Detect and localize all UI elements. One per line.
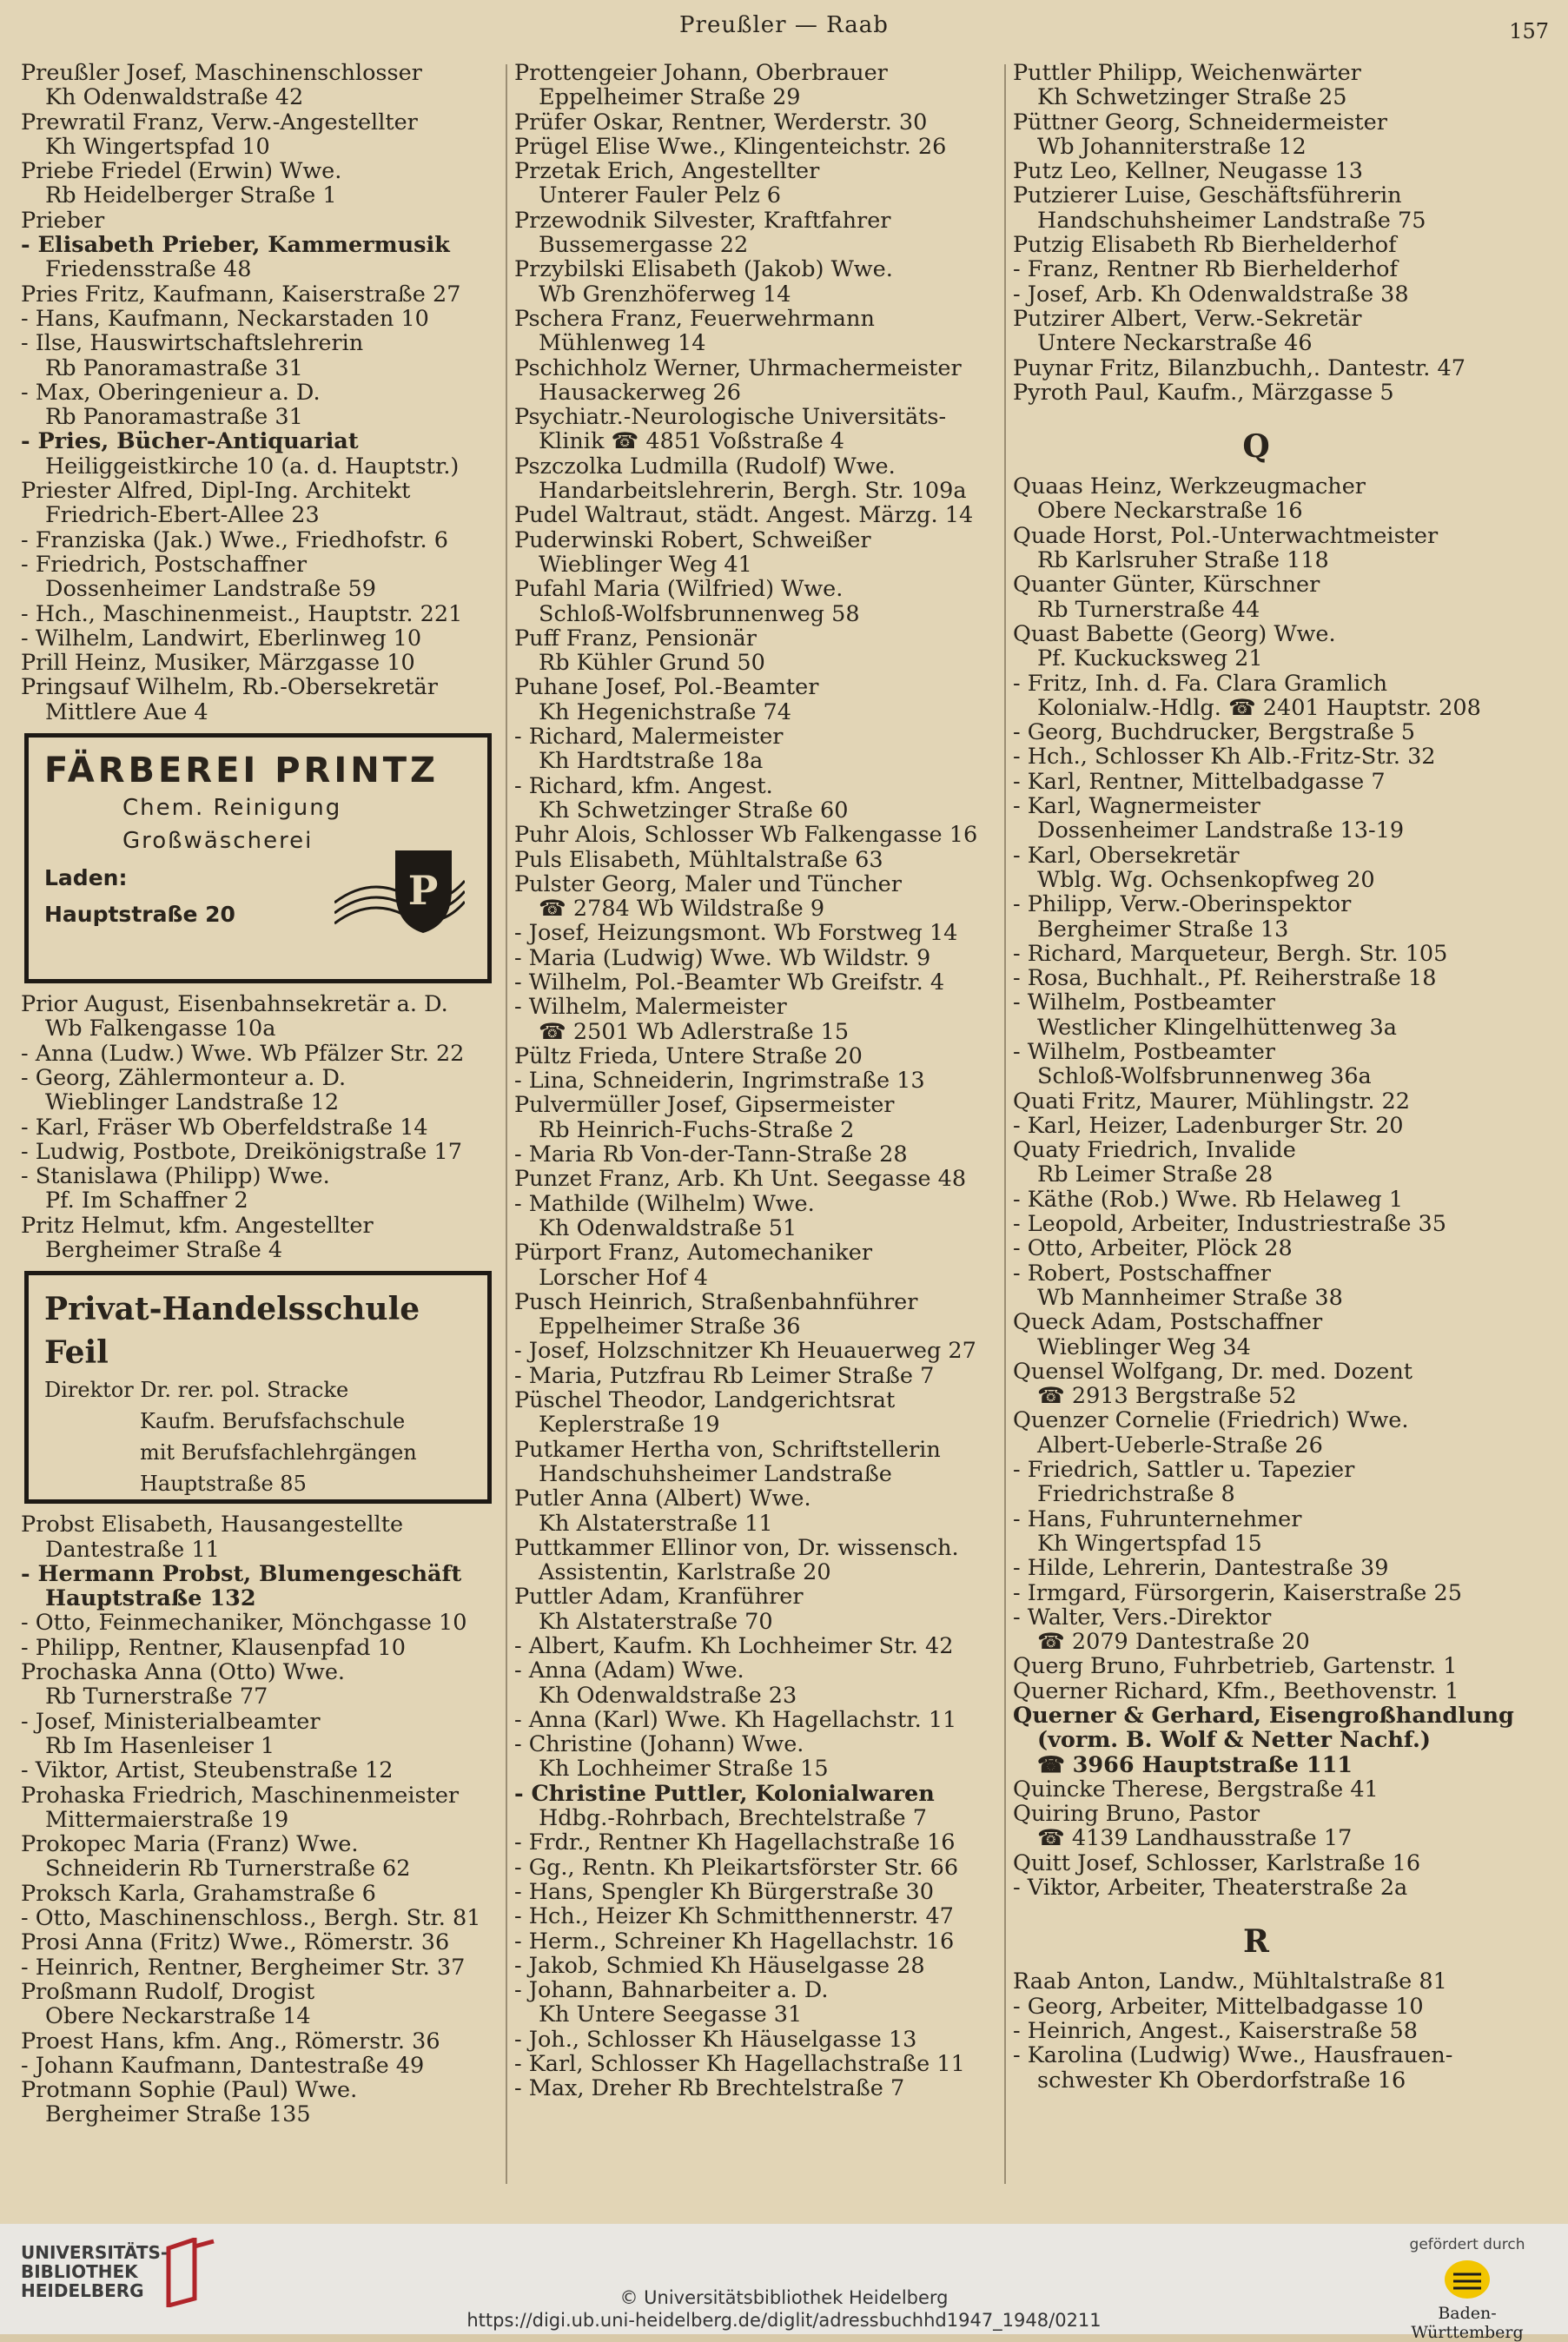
directory-entry: - Karl, Schlosser Kh Hagellachstraße 11 [514, 2051, 965, 2078]
entry-continuation: Kh Schwetzinger Straße 60 [539, 797, 849, 824]
entry-continuation: Bergheimer Straße 4 [45, 1236, 283, 1263]
directory-entry: - Anna (Karl) Wwe. Kh Hagellachstr. 11 [514, 1706, 957, 1733]
directory-entry: Przybilski Elisabeth (Jakob) Wwe. [514, 256, 893, 283]
funder-name: Baden-Württemberg [1411, 2304, 1524, 2342]
directory-entry: - Robert, Postschaffner [1013, 1260, 1271, 1287]
entry-continuation: Mittermaierstraße 19 [45, 1806, 289, 1833]
directory-entry: - Mathilde (Wilhelm) Wwe. [514, 1190, 815, 1217]
column-3 [1013, 60, 1514, 2094]
directory-entry: - Karolina (Ludwig) Wwe., Hausfrauen- [1013, 2042, 1453, 2069]
column-1 [21, 61, 497, 2127]
directory-entry: Przetak Erich, Angestellter [514, 158, 820, 185]
directory-entry: - Stanislawa (Philipp) Wwe. [21, 1163, 330, 1190]
ad-line: Großwäscherei [122, 828, 314, 855]
directory-entry: Puff Franz, Pensionär [514, 625, 757, 652]
directory-entry: - Otto, Maschinenschloss., Bergh. Str. 81 [21, 1905, 481, 1932]
entry-continuation: Wb Johanniterstraße 12 [1037, 133, 1307, 160]
directory-entry: - Christine (Johann) Wwe. [514, 1731, 804, 1758]
directory-entry: Pufahl Maria (Wilfried) Wwe. [514, 576, 844, 603]
entry-continuation: Wb Falkengasse 10a [45, 1016, 276, 1042]
directory-entry: Preußler Josef, Maschinenschlosser [21, 60, 422, 86]
directory-entry: - Elisabeth Prieber, Kammermusik [21, 232, 450, 259]
entry-continuation: Handschuhsheimer Landstraße [539, 1460, 892, 1487]
directory-entry: Proest Hans, kfm. Ang., Römerstr. 36 [21, 2028, 440, 2054]
directory-entry: - Johann, Bahnarbeiter a. D. [514, 1977, 829, 2004]
entry-continuation: Rb Heidelberger Straße 1 [45, 182, 337, 209]
directory-entry: - Gg., Rentn. Kh Pleikartsförster Str. 66 [514, 1854, 959, 1881]
directory-entry: Quenzer Cornelie (Friedrich) Wwe. [1013, 1407, 1409, 1434]
directory-entry: - Hilde, Lehrerin, Dantestraße 39 [1013, 1555, 1389, 1582]
directory-entry: - Rosa, Buchhalt., Pf. Reiherstraße 18 [1013, 965, 1437, 992]
advertisement-printz [24, 733, 492, 983]
entry-continuation: Dossenheimer Landstraße 59 [45, 576, 377, 603]
directory-entry: - Karl, Wagnermeister [1013, 793, 1260, 820]
directory-entry: Pritz Helmut, kfm. Angestellter [21, 1212, 374, 1239]
directory-entry: - Georg, Buchdrucker, Bergstraße 5 [1013, 719, 1416, 746]
directory-entry: Pszczolka Ludmilla (Rudolf) Wwe. [514, 453, 896, 480]
state-crest-icon [1443, 2259, 1492, 2300]
directory-entry: Probst Elisabeth, Hausangestellte [21, 1512, 404, 1538]
section-letter: Q [1242, 428, 1270, 466]
directory-entry: - Friedrich, Postschaffner [21, 551, 308, 578]
directory-entry: Priester Alfred, Dipl-Ing. Architekt [21, 478, 411, 505]
directory-entry: Psychiatr.-Neurologische Universitäts- [514, 404, 947, 431]
directory-entry: Proksch Karla, Grahamstraße 6 [21, 1880, 376, 1907]
entry-continuation: Wblg. Wg. Ochsenkopfweg 20 [1037, 866, 1375, 893]
directory-entry: - Richard, Malermeister [514, 724, 784, 751]
entry-continuation: Wieblinger Landstraße 12 [45, 1089, 340, 1116]
directory-entry: - Anna (Adam) Wwe. [514, 1657, 744, 1684]
page-number: 157 [1509, 19, 1549, 43]
entry-continuation: Pf. Kuckucksweg 21 [1037, 645, 1263, 672]
directory-entry: - Maria (Ludwig) Wwe. Wb Wildstr. 9 [514, 944, 931, 971]
footer-credits [0, 2286, 1568, 2332]
entry-continuation: Assistentin, Karlstraße 20 [539, 1559, 831, 1586]
entry-continuation: Kh Alstaterstraße 70 [539, 1608, 773, 1635]
entry-continuation: Westlicher Klingelhüttenweg 3a [1037, 1014, 1397, 1041]
directory-entry: - Josef, Arb. Kh Odenwaldstraße 38 [1013, 281, 1409, 308]
directory-entry: Protmann Sophie (Paul) Wwe. [21, 2077, 358, 2104]
directory-entry: Pschichholz Werner, Uhrmachermeister [514, 354, 962, 381]
directory-entry: Putzirer Albert, Verw.-Sekretär [1013, 305, 1362, 332]
entry-continuation: Schloß-Wolfsbrunnenweg 58 [539, 600, 860, 627]
directory-entry: - Joh., Schlosser Kh Häuselgasse 13 [514, 2026, 917, 2053]
entry-continuation: Kh Wingertspfad 10 [45, 133, 270, 160]
directory-entry: - Richard, kfm. Angest. [514, 772, 773, 799]
ad-label: Laden: [44, 865, 128, 891]
entry-continuation: ☎ 2079 Dantestraße 20 [1037, 1629, 1310, 1656]
directory-entry: Pültz Frieda, Untere Straße 20 [514, 1042, 863, 1069]
directory-entry: - Jakob, Schmied Kh Häuselgasse 28 [514, 1952, 925, 1979]
copyright: © Universitätsbibliothek Heidelberg [619, 2287, 949, 2308]
directory-entry: - Friedrich, Sattler u. Tapezier [1013, 1457, 1355, 1484]
directory-entry: - Philipp, Verw.-Oberinspektor [1013, 891, 1352, 918]
ad-line: Kaufm. Berufsfachschule [140, 1409, 406, 1434]
directory-entry: - Herm., Schreiner Kh Hagellachstr. 16 [514, 1928, 955, 1955]
entry-continuation: Eppelheimer Straße 29 [539, 84, 801, 111]
entry-continuation: Pf. Im Schaffner 2 [45, 1188, 248, 1214]
entry-continuation: Friedensstraße 48 [45, 256, 252, 283]
directory-entry: - Max, Oberingenieur a. D. [21, 379, 321, 406]
directory-entry: Quincke Therese, Bergstraße 41 [1013, 1776, 1379, 1803]
directory-entry: Quanter Günter, Kürschner [1013, 572, 1320, 599]
entry-continuation: Rb Turnerstraße 77 [45, 1684, 268, 1710]
directory-entry: - Hch., Heizer Kh Schmitthennerstr. 47 [514, 1903, 954, 1930]
directory-entry: - Maria Rb Von-der-Tann-Straße 28 [514, 1141, 908, 1168]
entry-continuation: ☎ 2501 Wb Adlerstraße 15 [539, 1018, 850, 1045]
entry-continuation: Rb Leimer Straße 28 [1037, 1161, 1274, 1188]
directory-entry: - Franz, Rentner Rb Bierhelderhof [1013, 256, 1398, 283]
entry-continuation: Handschuhsheimer Landstraße 75 [1037, 207, 1426, 234]
directory-entry: - Otto, Arbeiter, Plöck 28 [1013, 1235, 1293, 1262]
entry-continuation: Klinik ☎ 4851 Voßstraße 4 [539, 428, 845, 455]
ad-address: Hauptstraße 20 [44, 902, 235, 928]
entry-continuation: Rb Turnerstraße 44 [1037, 596, 1260, 623]
entry-continuation: Rb Im Hasenleiser 1 [45, 1732, 275, 1759]
ad-line: Chem. Reinigung [122, 795, 342, 822]
directory-entry: - Fritz, Inh. d. Fa. Clara Gramlich [1013, 670, 1388, 697]
library-name-line: BIBLIOTHEK [21, 2261, 138, 2282]
entry-continuation: (vorm. B. Wolf & Netter Nachf.) [1037, 1727, 1431, 1754]
source-url[interactable]: https://digi.ub.uni-heidelberg.de/diglit/adressbuchhd1947_1948/0211 [466, 2310, 1102, 2331]
directory-entry: Prewratil Franz, Verw.-Angestellter [21, 109, 418, 136]
entry-continuation: Wieblinger Weg 34 [1037, 1333, 1251, 1360]
directory-entry: - Wilhelm, Postbeamter [1013, 1038, 1275, 1065]
directory-entry: - Karl, Rentner, Mittelbadgasse 7 [1013, 768, 1386, 795]
funding-note [1389, 2236, 1545, 2342]
directory-entry: Prügel Elise Wwe., Klingenteichstr. 26 [514, 133, 947, 160]
entry-continuation: Albert-Ueberle-Straße 26 [1037, 1432, 1323, 1459]
directory-entry: Pulster Georg, Maler und Tüncher [514, 870, 902, 897]
directory-entry: - Josef, Ministerialbeamter [21, 1708, 321, 1735]
directory-entry: Querner & Gerhard, Eisengroßhandlung [1013, 1703, 1514, 1729]
directory-entry: - Albert, Kaufm. Kh Lochheimer Str. 42 [514, 1633, 954, 1659]
directory-entry: Putzig Elisabeth Rb Bierhelderhof [1013, 232, 1397, 259]
entry-continuation: Hausackerweg 26 [539, 379, 741, 406]
directory-entry: Puttler Philipp, Weichenwärter [1013, 60, 1361, 86]
entry-continuation: Kh Schwetzinger Straße 25 [1037, 84, 1347, 111]
entry-continuation: Kh Untere Seegasse 31 [539, 2001, 803, 2028]
directory-entry: Prottengeier Johann, Oberbrauer [514, 60, 888, 86]
directory-entry: Puttkammer Ellinor von, Dr. wissensch. [514, 1534, 959, 1561]
entry-continuation: Schneiderin Rb Turnerstraße 62 [45, 1856, 411, 1882]
directory-entry: - Hans, Kaufmann, Neckarstaden 10 [21, 305, 429, 332]
entry-continuation: Kh Odenwaldstraße 42 [45, 84, 304, 111]
directory-entry: Queck Adam, Postschaffner [1013, 1309, 1323, 1336]
entry-continuation: Kh Lochheimer Straße 15 [539, 1756, 829, 1783]
directory-entry: Puderwinski Robert, Schweißer [514, 526, 871, 553]
directory-entry: Querg Bruno, Fuhrbetrieb, Gartenstr. 1 [1013, 1653, 1458, 1680]
directory-entry: Pusch Heinrich, Straßenbahnführer [514, 1288, 918, 1315]
directory-entry: Pulvermüller Josef, Gipsermeister [514, 1092, 895, 1119]
directory-entry: - Christine Puttler, Kolonialwaren [514, 1780, 935, 1807]
directory-entry: Puhane Josef, Pol.-Beamter [514, 674, 819, 701]
directory-entry: - Franziska (Jak.) Wwe., Friedhofstr. 6 [21, 526, 448, 553]
entry-continuation: Obere Neckarstraße 14 [45, 2003, 311, 2030]
directory-entry: Querner Richard, Kfm., Beethovenstr. 1 [1013, 1677, 1459, 1704]
directory-entry: - Josef, Heizungsmont. Wb Forstweg 14 [514, 920, 958, 947]
directory-entry: - Frdr., Rentner Kh Hagellachstraße 16 [514, 1829, 956, 1856]
entry-continuation: Bergheimer Straße 135 [45, 2101, 311, 2128]
directory-entry: - Ilse, Hauswirtschaftslehrerin [21, 330, 364, 357]
entry-continuation: Kh Hegenichstraße 74 [539, 698, 792, 725]
directory-entry: - Hch., Maschinenmeist., Hauptstr. 221 [21, 600, 463, 627]
directory-entry: - Viktor, Arbeiter, Theaterstraße 2a [1013, 1875, 1408, 1902]
directory-entry: Pyroth Paul, Kaufm., Märzgasse 5 [1013, 379, 1394, 406]
directory-entry: Pringsauf Wilhelm, Rb.-Obersekretär [21, 674, 438, 701]
directory-entry: Quade Horst, Pol.-Unterwachtmeister [1013, 522, 1439, 549]
directory-entry: - Johann Kaufmann, Dantestraße 49 [21, 2052, 425, 2079]
directory-entry: Puls Elisabeth, Mühltalstraße 63 [514, 846, 883, 873]
entry-continuation: ☎ 2784 Wb Wildstraße 9 [539, 896, 825, 923]
entry-continuation: Lorscher Hof 4 [539, 1264, 709, 1291]
library-name-line: UNIVERSITÄTS- [21, 2242, 169, 2263]
column-rule [506, 64, 507, 2184]
directory-entry: - Ludwig, Postbote, Dreikönigstraße 17 [21, 1138, 462, 1165]
entry-continuation: Keplerstraße 19 [539, 1412, 720, 1439]
entry-continuation: Mittlere Aue 4 [45, 698, 208, 725]
entry-continuation: Bussemergasse 22 [539, 232, 749, 259]
entry-continuation: ☎ 4139 Landhausstraße 17 [1037, 1825, 1353, 1852]
entry-continuation: Kh Alstaterstraße 11 [539, 1510, 773, 1537]
directory-entry: - Hans, Spengler Kh Bürgerstraße 30 [514, 1878, 934, 1905]
directory-entry: - Pries, Bücher-Antiquariat [21, 428, 359, 455]
directory-entry: Prill Heinz, Musiker, Märzgasse 10 [21, 650, 415, 677]
directory-entry: Punzet Franz, Arb. Kh Unt. Seegasse 48 [514, 1166, 967, 1193]
entry-continuation: Handarbeitslehrerin, Bergh. Str. 109a [539, 478, 967, 505]
entry-continuation: Rb Panoramastraße 31 [45, 404, 303, 431]
directory-entry: - Käthe (Rob.) Wwe. Rb Helaweg 1 [1013, 1186, 1404, 1213]
entry-continuation: Kolonialw.-Hdlg. ☎ 2401 Hauptstr. 208 [1037, 694, 1481, 721]
directory-entry: - Georg, Arbeiter, Mittelbadgasse 10 [1013, 1993, 1424, 2020]
footer [0, 2224, 1568, 2342]
entry-continuation: Bergheimer Straße 13 [1037, 916, 1289, 943]
directory-entry: Puhr Alois, Schlosser Wb Falkengasse 16 [514, 822, 978, 849]
directory-entry: - Viktor, Artist, Steubenstraße 12 [21, 1757, 394, 1784]
directory-entry: - Lina, Schneiderin, Ingrimstraße 13 [514, 1068, 925, 1095]
ad-title: FÄRBEREI PRINTZ [44, 751, 440, 791]
entry-continuation: Friedrich-Ebert-Allee 23 [45, 502, 320, 529]
directory-entry: - Philipp, Rentner, Klausenpfad 10 [21, 1634, 406, 1661]
directory-entry: Prior August, Eisenbahnsekretär a. D. [21, 991, 448, 1018]
entry-continuation: Wb Grenzhöferweg 14 [539, 281, 791, 308]
entry-continuation: Kh Hardtstraße 18a [539, 748, 764, 775]
directory-entry: - Max, Dreher Rb Brechtelstraße 7 [514, 2075, 905, 2102]
directory-entry: Puttler Adam, Kranführer [514, 1584, 804, 1611]
entry-continuation: Rb Karlsruher Straße 118 [1037, 547, 1329, 574]
directory-entry: - Richard, Marqueteur, Bergh. Str. 105 [1013, 940, 1448, 967]
entry-continuation: Wb Mannheimer Straße 38 [1037, 1284, 1343, 1311]
directory-entry: Prohaska Friedrich, Maschinenmeister [21, 1782, 460, 1809]
directory-entry: Püschel Theodor, Landgerichtsrat [514, 1387, 896, 1414]
directory-entry: Raab Anton, Landw., Mühltalstraße 81 [1013, 1968, 1447, 1995]
directory-entry: - Walter, Vers.-Direktor [1013, 1604, 1272, 1631]
directory-entry: Putkamer Hertha von, Schriftstellerin [514, 1436, 941, 1463]
directory-entry: Pries Fritz, Kaufmann, Kaiserstraße 27 [21, 281, 461, 308]
directory-entry: - Leopold, Arbeiter, Industriestraße 35 [1013, 1211, 1446, 1238]
advertisement-feil [24, 1271, 492, 1504]
directory-entry: Prieber [21, 207, 105, 234]
directory-entry: Quaty Friedrich, Invalide [1013, 1137, 1296, 1164]
directory-entry: Putler Anna (Albert) Wwe. [514, 1485, 811, 1512]
directory-entry: Pürport Franz, Automechaniker [514, 1240, 873, 1267]
column-rule [1004, 64, 1006, 2184]
directory-entry: Pschera Franz, Feuerwehrmann [514, 305, 875, 332]
directory-entry: Priebe Friedel (Erwin) Wwe. [21, 158, 342, 185]
running-head: Preußler — Raab [679, 12, 889, 38]
directory-entry: - Wilhelm, Pol.-Beamter Wb Greifstr. 4 [514, 969, 945, 996]
directory-entry: Quiring Bruno, Pastor [1013, 1801, 1260, 1828]
directory-entry: Quast Babette (Georg) Wwe. [1013, 620, 1336, 647]
printz-shield-logo [334, 842, 465, 937]
directory-entry: - Otto, Feinmechaniker, Mönchgasse 10 [21, 1610, 467, 1637]
directory-entry: Püttner Georg, Schneidermeister [1013, 109, 1387, 136]
directory-entry: Putz Leo, Kellner, Neugasse 13 [1013, 158, 1364, 185]
entry-continuation: Mühlenweg 14 [539, 330, 706, 357]
directory-entry: - Hans, Fuhrunternehmer [1013, 1505, 1302, 1532]
entry-continuation: ☎ 3966 Hauptstraße 111 [1037, 1751, 1353, 1778]
entry-continuation: Kh Odenwaldstraße 23 [539, 1682, 797, 1709]
directory-entry: - Josef, Holzschnitzer Kh Heuauerweg 27 [514, 1338, 976, 1365]
directory-entry: - Heinrich, Rentner, Bergheimer Str. 37 [21, 1954, 466, 1981]
directory-entry: Quensel Wolfgang, Dr. med. Dozent [1013, 1358, 1413, 1385]
entry-continuation: Friedrichstraße 8 [1037, 1481, 1235, 1508]
entry-continuation: Rb Heinrich-Fuchs-Straße 2 [539, 1116, 855, 1143]
directory-entry: Putzierer Luise, Geschäftsführerin [1013, 182, 1402, 209]
directory-entry: - Wilhelm, Landwirt, Eberlinweg 10 [21, 625, 422, 652]
ad-title: Privat-Handelsschule Feil [44, 1291, 420, 1372]
entry-continuation: Wieblinger Weg 41 [539, 551, 752, 578]
directory-entry: Puynar Fritz, Bilanzbuchh,. Dantestr. 47 [1013, 354, 1465, 381]
directory-entry: Prokopec Maria (Franz) Wwe. [21, 1831, 359, 1858]
directory-entry: - Wilhelm, Postbeamter [1013, 989, 1275, 1016]
directory-entry: Quati Fritz, Maurer, Mühlingstr. 22 [1013, 1088, 1410, 1115]
section-letter: R [1243, 1923, 1269, 1961]
entry-continuation: Hauptstraße 132 [45, 1585, 256, 1612]
entry-continuation: Untere Neckarstraße 46 [1037, 330, 1313, 357]
column-2 [514, 61, 994, 2101]
entry-continuation: Unterer Fauler Pelz 6 [539, 182, 781, 209]
library-name-line: HEIDELBERG [21, 2280, 144, 2301]
entry-continuation: Dantestraße 11 [45, 1536, 220, 1563]
entry-continuation: Kh Wingertspfad 15 [1037, 1530, 1262, 1557]
ad-address: Hauptstraße 85 [140, 1472, 307, 1497]
entry-continuation: Hdbg.-Rohrbach, Brechtelstraße 7 [539, 1805, 927, 1832]
entry-continuation: Eppelheimer Straße 36 [539, 1313, 801, 1340]
directory-entry: - Anna (Ludw.) Wwe. Wb Pfälzer Str. 22 [21, 1040, 465, 1067]
directory-entry: Quitt Josef, Schlosser, Karlstraße 16 [1013, 1849, 1421, 1876]
entry-continuation: Kh Odenwaldstraße 51 [539, 1214, 797, 1241]
entry-continuation: Obere Neckarstraße 16 [1037, 498, 1303, 525]
entry-continuation: schwester Kh Oberdorfstraße 16 [1037, 2067, 1406, 2094]
directory-entry: - Maria, Putzfrau Rb Leimer Straße 7 [514, 1362, 935, 1389]
entry-continuation: Heiliggeistkirche 10 (a. d. Hauptstr.) [45, 453, 460, 480]
entry-continuation: Schloß-Wolfsbrunnenweg 36a [1037, 1063, 1372, 1090]
directory-entry: Proßmann Rudolf, Drogist [21, 1978, 315, 2005]
directory-entry: - Karl, Obersekretär [1013, 842, 1240, 869]
directory-entry: - Georg, Zählermonteur a. D. [21, 1064, 347, 1091]
directory-entry: Quaas Heinz, Werkzeugmacher [1013, 473, 1366, 500]
directory-entry: Prosi Anna (Fritz) Wwe., Römerstr. 36 [21, 1929, 450, 1956]
directory-entry: Przewodnik Silvester, Kraftfahrer [514, 207, 891, 234]
entry-continuation: Rb Panoramastraße 31 [45, 354, 303, 381]
logo-letter: P [407, 867, 439, 915]
entry-continuation: ☎ 2913 Bergstraße 52 [1037, 1383, 1297, 1410]
directory-entry: - Hch., Schlosser Kh Alb.-Fritz-Str. 32 [1013, 744, 1436, 771]
directory-entry: - Wilhelm, Malermeister [514, 994, 787, 1021]
directory-entry: Prochaska Anna (Otto) Wwe. [21, 1659, 346, 1686]
ad-line: mit Berufsfachlehrgängen [140, 1440, 417, 1465]
directory-entry: Pudel Waltraut, städt. Angest. Märzg. 14 [514, 502, 974, 529]
funded-by-label: gefördert durch [1409, 2236, 1525, 2253]
directory-entry: - Karl, Fräser Wb Oberfeldstraße 14 [21, 1114, 428, 1141]
directory-entry: - Karl, Heizer, Ladenburger Str. 20 [1013, 1112, 1404, 1139]
directory-entry: - Hermann Probst, Blumengeschäft [21, 1560, 462, 1587]
entry-continuation: Rb Kühler Grund 50 [539, 650, 765, 677]
entry-continuation: Dossenheimer Landstraße 13-19 [1037, 817, 1405, 844]
ad-director: Direktor Dr. rer. pol. Stracke [44, 1378, 349, 1403]
directory-entry: Prüfer Oskar, Rentner, Werderstr. 30 [514, 109, 928, 136]
directory-entry: - Irmgard, Fürsorgerin, Kaiserstraße 25 [1013, 1579, 1462, 1606]
directory-entry: - Heinrich, Angest., Kaiserstraße 58 [1013, 2017, 1418, 2044]
